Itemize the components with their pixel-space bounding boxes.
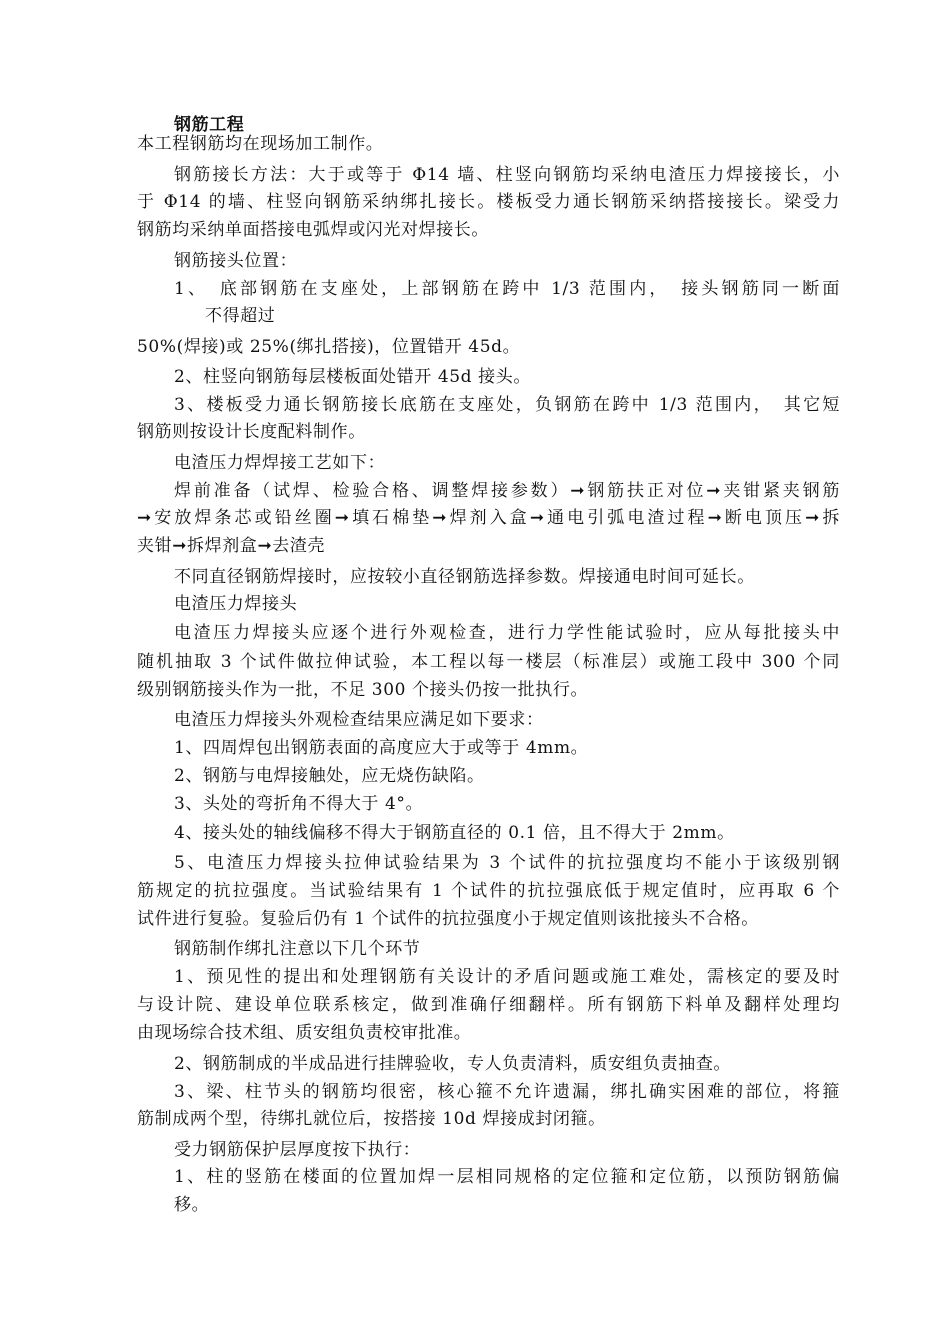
list-item: 1、柱的竖筋在楼面的位置加焊一层相同规格的定位箍和定位筋，以预防钢筋偏 (174, 1167, 840, 1187)
paragraph-line: 筋制成两个型，待绑扎就位后，按搭接 10d 焊接成封闭箍。 (137, 1109, 606, 1129)
process-line: 夹钳➞拆焊剂盒➞去渣壳 (137, 536, 326, 556)
paragraph-line: 级别钢筋接头作为一批，不足 300 个接头仍按一批执行。 (137, 680, 589, 700)
paragraph-line: 电渣压力焊焊接工艺如下： (174, 453, 386, 473)
list-item: 1、四周焊包出钢筋表面的高度应大于或等于 4mm。 (174, 738, 589, 758)
paragraph-line: 于 Φ14 的墙、柱竖向钢筋采纳绑扎接长。楼板受力通长钢筋采纳搭接接长。梁受力 (137, 192, 840, 212)
paragraph-line: 钢筋均采纳单面搭接电弧焊或闪光对焊接长。 (137, 220, 489, 240)
paragraph-line: 50%(焊接)或 25%(绑扎搭接)，位置错开 45d。 (137, 337, 521, 357)
paragraph-line: 试件进行复验。复验后仍有 1 个试件的抗拉强度小于规定值则该批接头不合格。 (137, 909, 759, 929)
subheading: 电渣压力焊接头 (174, 594, 298, 614)
paragraph-line: 不同直径钢筋焊接时，应按较小直径钢筋选择参数。焊接通电时间可延长。 (174, 567, 755, 587)
paragraph-line: 移。 (174, 1195, 210, 1215)
list-item: 2、柱竖向钢筋每层楼板面处错开 45d 接头。 (174, 367, 531, 387)
paragraph-line: 钢筋接头位置： (174, 251, 298, 271)
paragraph-line: 本工程钢筋均在现场加工制作。 (137, 134, 384, 154)
subheading: 受力钢筋保护层厚度按下执行： (174, 1140, 421, 1160)
paragraph-line: 钢筋接长方法：大于或等于 Φ14 墙、柱竖向钢筋均采纳电渣压力焊接接长，小 (174, 165, 840, 185)
process-line: 焊前准备（试焊、检验合格、调整焊接参数）➞钢筋扶正对位➞夹钳紧夹钢筋 (174, 481, 840, 501)
paragraph-line: 随机抽取 3 个试件做拉伸试验，本工程以每一楼层（标准层）或施工段中 300 个同 (137, 652, 840, 672)
paragraph-line: 与设计院、建设单位联系核定，做到准确仔细翻样。所有钢筋下料单及翻样处理均 (137, 995, 840, 1015)
paragraph-line: 筋规定的抗拉强度。当试验结果有 1 个试件的抗拉强底低于规定值时，应再取 6 个 (137, 881, 840, 901)
paragraph-line: 电渣压力焊接头应逐个进行外观检查，进行力学性能试验时，应从每批接头中 (174, 623, 840, 643)
subheading: 钢筋制作绑扎注意以下几个环节 (174, 939, 421, 959)
list-item: 4、接头处的轴线偏移不得大于钢筋直径的 0.1 倍，且不得大于 2mm。 (174, 823, 735, 843)
list-item: 5、电渣压力焊接头拉伸试验结果为 3 个试件的抗拉强度均不能小于该级别钢 (174, 853, 840, 873)
list-item: 2、钢筋与电焊接触处，应无烧伤缺陷。 (174, 766, 485, 786)
list-item: 1、 底部钢筋在支座处，上部钢筋在跨中 1/3 范围内， 接头钢筋同一断面 (174, 279, 840, 299)
paragraph-line: 钢筋则按设计长度配料制作。 (137, 422, 366, 442)
list-item: 3、楼板受力通长钢筋接长底筋在支座处，负钢筋在跨中 1/3 范围内， 其它短 (174, 395, 840, 415)
process-line: ➞安放焊条芯或铅丝圈➞填石棉垫➞焊剂入盒➞通电引弧电渣过程➞断电顶压➞拆 (137, 508, 840, 528)
list-item: 3、梁、柱节头的钢筋均很密，核心箍不允许遗漏，绑扎确实困难的部位，将箍 (174, 1082, 840, 1102)
paragraph-line: 由现场综合技术组、质安组负责校审批准。 (137, 1023, 472, 1043)
list-item: 1、预见性的提出和处理钢筋有关设计的矛盾问题或施工难处，需核定的要及时 (174, 967, 840, 987)
paragraph-line: 电渣压力焊接头外观检查结果应满足如下要求： (174, 710, 544, 730)
list-item: 2、钢筋制成的半成品进行挂牌验收，专人负责清料，质安组负责抽查。 (174, 1054, 732, 1074)
list-item: 3、头处的弯折角不得大于 4°。 (174, 794, 424, 814)
section-title: 钢筋工程 (174, 115, 245, 135)
paragraph-line: 不得超过 (205, 306, 276, 326)
